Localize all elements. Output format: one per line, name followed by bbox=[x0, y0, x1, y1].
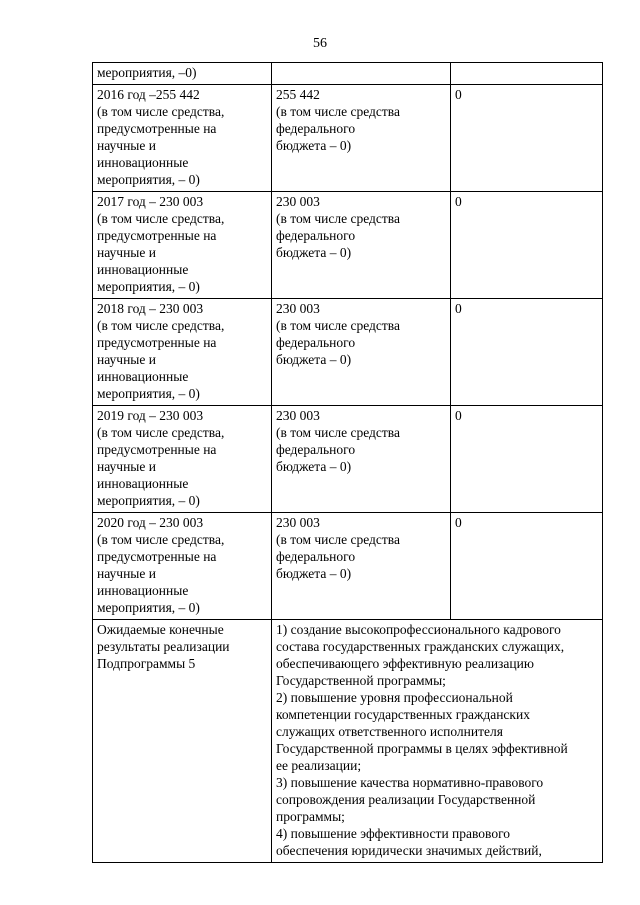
funding-line: 2020 год – 230 003 bbox=[97, 515, 204, 530]
label-line: Ожидаемые конечные bbox=[97, 622, 224, 637]
funding-line: 2018 год – 230 003 bbox=[97, 301, 204, 316]
budget-line: (в том числе средства bbox=[276, 425, 400, 440]
funding-line: предусмотренные на bbox=[97, 335, 217, 350]
page-number: 56 bbox=[313, 36, 327, 51]
budget-line: (в том числе средства bbox=[276, 532, 400, 547]
expected-results-label bbox=[93, 620, 272, 863]
budget-line: бюджета – 0) bbox=[276, 566, 352, 581]
table-row-year bbox=[93, 406, 603, 513]
funding-line: (в том числе средства, bbox=[97, 425, 225, 440]
budget-line: бюджета – 0) bbox=[276, 352, 352, 367]
other-sources-value: 0 bbox=[455, 408, 462, 423]
funding-line: мероприятия, – 0) bbox=[97, 600, 200, 615]
other-sources-value: 0 bbox=[455, 194, 462, 209]
funding-line: предусмотренные на bbox=[97, 549, 217, 564]
cell-regional-budget bbox=[272, 406, 451, 513]
results-line: 2) повышение уровня профессиональной bbox=[276, 690, 513, 705]
cell-regional-budget bbox=[272, 85, 451, 192]
results-line: программы; bbox=[276, 809, 345, 824]
expected-results-content bbox=[272, 620, 603, 863]
results-line: состава государственных гражданских служащих, bbox=[276, 639, 565, 654]
cell-regional-budget bbox=[272, 299, 451, 406]
funding-line: научные и bbox=[97, 352, 156, 367]
budget-line: 230 003 bbox=[276, 515, 320, 530]
other-sources-value: 0 bbox=[455, 301, 462, 316]
table-row-continuation bbox=[93, 63, 603, 85]
budget-line: бюджета – 0) bbox=[276, 245, 352, 260]
cell-total-funding bbox=[93, 192, 272, 299]
budget-table bbox=[92, 62, 603, 863]
results-line: 4) повышение эффективности правового bbox=[276, 826, 511, 841]
budget-line: 230 003 bbox=[276, 194, 320, 209]
budget-line: федерального bbox=[276, 549, 356, 564]
results-line: служащих ответственного исполнителя bbox=[276, 724, 503, 739]
funding-line: 2016 год –255 442 bbox=[97, 87, 200, 102]
cell-regional-budget bbox=[272, 192, 451, 299]
results-line: 3) повышение качества нормативно-правового bbox=[276, 775, 544, 790]
budget-line: (в том числе средства bbox=[276, 104, 400, 119]
funding-line: (в том числе средства, bbox=[97, 211, 225, 226]
table-row-year bbox=[93, 513, 603, 620]
funding-line: предусмотренные на bbox=[97, 228, 217, 243]
cell-other-sources bbox=[451, 192, 603, 299]
budget-line: 255 442 bbox=[276, 87, 320, 102]
table-row-expected-results bbox=[93, 620, 603, 863]
funding-line: научные и bbox=[97, 566, 156, 581]
cell-other-sources bbox=[451, 299, 603, 406]
budget-line: 230 003 bbox=[276, 301, 320, 316]
funding-line: (в том числе средства, bbox=[97, 532, 225, 547]
cell-other-sources bbox=[451, 85, 603, 192]
results-line: сопровождения реализации Государственной bbox=[276, 792, 536, 807]
cell-other-sources bbox=[451, 406, 603, 513]
funding-line: инновационные bbox=[97, 369, 189, 384]
funding-line: научные и bbox=[97, 459, 156, 474]
table-row-year bbox=[93, 85, 603, 192]
cell-total-funding bbox=[93, 85, 272, 192]
funding-line: (в том числе средства, bbox=[97, 104, 225, 119]
results-line: обеспечивающего эффективную реализацию bbox=[276, 656, 534, 671]
funding-line: научные и bbox=[97, 138, 156, 153]
cell-other-sources bbox=[451, 513, 603, 620]
results-line: обеспечения юридически значимых действий, bbox=[276, 843, 542, 858]
label-line: Подпрограммы 5 bbox=[97, 656, 196, 671]
cell-regional-budget bbox=[272, 513, 451, 620]
funding-line: мероприятия, – 0) bbox=[97, 279, 200, 294]
cell-empty bbox=[451, 63, 603, 85]
budget-line: федерального bbox=[276, 335, 356, 350]
cell-total-funding bbox=[93, 299, 272, 406]
budget-line: федерального bbox=[276, 121, 356, 136]
funding-line: мероприятия, – 0) bbox=[97, 493, 200, 508]
cell-continuation-text: мероприятия, –0) bbox=[93, 63, 272, 85]
table-row-year bbox=[93, 192, 603, 299]
funding-line: предусмотренные на bbox=[97, 121, 217, 136]
funding-line: инновационные bbox=[97, 476, 189, 491]
other-sources-value: 0 bbox=[455, 515, 462, 530]
funding-line: предусмотренные на bbox=[97, 442, 217, 457]
funding-line: мероприятия, – 0) bbox=[97, 172, 200, 187]
funding-line: научные и bbox=[97, 245, 156, 260]
results-line: ее реализации; bbox=[276, 758, 362, 773]
funding-line: инновационные bbox=[97, 583, 189, 598]
funding-line: (в том числе средства, bbox=[97, 318, 225, 333]
budget-line: федерального bbox=[276, 228, 356, 243]
results-line: компетенции государственных гражданских bbox=[276, 707, 530, 722]
table-row-year bbox=[93, 299, 603, 406]
cell-empty bbox=[272, 63, 451, 85]
budget-line: бюджета – 0) bbox=[276, 459, 352, 474]
funding-line: мероприятия, – 0) bbox=[97, 386, 200, 401]
funding-line: инновационные bbox=[97, 155, 189, 170]
other-sources-value: 0 bbox=[455, 87, 462, 102]
cell-total-funding bbox=[93, 406, 272, 513]
results-line: 1) создание высокопрофессионального кадрового bbox=[276, 622, 561, 637]
funding-line: инновационные bbox=[97, 262, 189, 277]
budget-line: бюджета – 0) bbox=[276, 138, 352, 153]
budget-line: федерального bbox=[276, 442, 356, 457]
budget-line: (в том числе средства bbox=[276, 211, 400, 226]
budget-line: (в том числе средства bbox=[276, 318, 400, 333]
funding-line: 2019 год – 230 003 bbox=[97, 408, 204, 423]
label-line: результаты реализации bbox=[97, 639, 230, 654]
cell-total-funding bbox=[93, 513, 272, 620]
funding-line: 2017 год – 230 003 bbox=[97, 194, 204, 209]
results-line: Государственной программы; bbox=[276, 673, 446, 688]
results-line: Государственной программы в целях эффективной bbox=[276, 741, 568, 756]
budget-line: 230 003 bbox=[276, 408, 320, 423]
